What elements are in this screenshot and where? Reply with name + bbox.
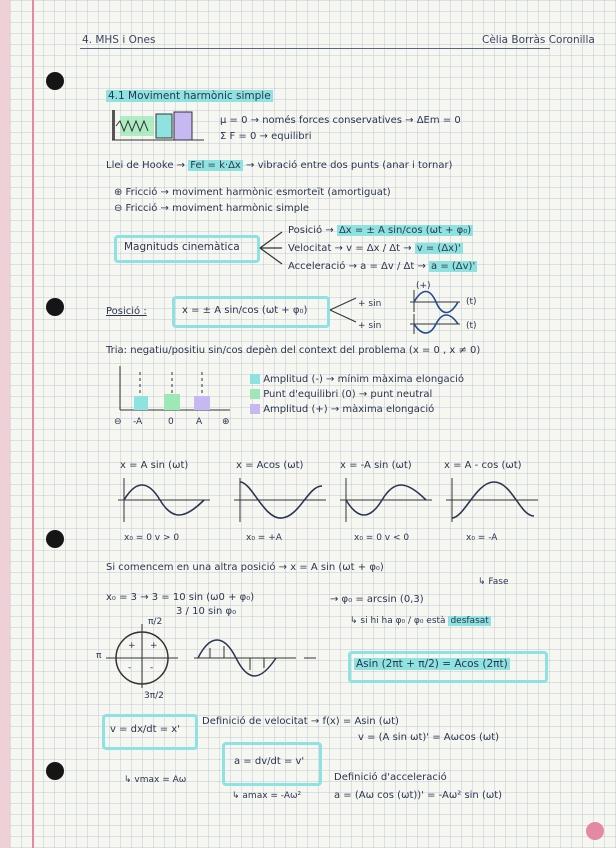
axis-end-pos: ⊕ bbox=[222, 417, 230, 427]
binder-hole bbox=[46, 530, 64, 548]
wave-caption: x₀ = 0 v > 0 bbox=[124, 533, 180, 543]
legend-swatch bbox=[250, 374, 260, 384]
section-title: 4.1 Moviment harmònic simple bbox=[108, 90, 271, 102]
corner-stamp-icon bbox=[586, 822, 604, 840]
brace bbox=[258, 228, 288, 268]
spring-block-diagram bbox=[112, 110, 207, 150]
friction-2: ⊖ Fricció → moviment harmònic simple bbox=[114, 203, 310, 214]
velocity-def: v = dx/dt = x' bbox=[110, 724, 180, 735]
friction-1: ⊕ Fricció → moviment harmònic esmorteït (amortiguat) bbox=[114, 187, 391, 198]
legend-swatch bbox=[250, 389, 260, 399]
legend-item: Punt d'equilibri (0) → punt neutral bbox=[250, 389, 432, 401]
velocity-formula: v = (A sin ωt)' = Aωcos (ωt) bbox=[358, 732, 500, 743]
phase-note: ↳ si hi ha φ₀ / φ₀ està desfasat bbox=[350, 616, 489, 626]
circle-sign: + bbox=[128, 641, 136, 651]
wave-label: x = A sin (ωt) bbox=[120, 460, 189, 471]
hooke-line: Llei de Hooke → Fel = k·Δx → vibració entre dos punts (anar i tornar) bbox=[106, 160, 453, 171]
axis-end-neg: ⊖ bbox=[114, 417, 122, 427]
wave-label: x = -A sin (ωt) bbox=[340, 460, 412, 471]
wave-label: x = A - cos (ωt) bbox=[444, 460, 522, 471]
graph-label: (t) bbox=[466, 321, 477, 331]
header-rule bbox=[80, 48, 550, 49]
condition-2: Σ F = 0 → equilibri bbox=[220, 131, 312, 142]
phase-calc-2: 3 / 10 sin φ₀ bbox=[176, 606, 237, 617]
phase-line: Si comencem en una altra posició → x = A sin (ωt + φ₀) bbox=[106, 562, 384, 573]
unit-circle-diagram bbox=[100, 620, 320, 690]
acceleration-def: a = dv/dt = v' bbox=[234, 756, 305, 767]
chapter-title: 4. MHS i Ones bbox=[82, 34, 156, 46]
circle-sign: + bbox=[150, 641, 158, 651]
acceleration-formula: a = (Aω cos (ωt))' = -Aω² sin (ωt) bbox=[334, 790, 503, 801]
wave-caption: x₀ = -A bbox=[466, 533, 498, 543]
fase-label: ↳ Fase bbox=[478, 577, 509, 587]
magnituds-label: Magnituds cinemàtica bbox=[124, 241, 240, 253]
magnitude-acceleration: Acceleració → a = Δv / Δt → a = (Δv)' bbox=[288, 261, 476, 272]
magnitude-velocity: Velocitat → v = Δx / Δt → v = (Δx)' bbox=[288, 243, 461, 254]
circle-sign: - bbox=[150, 663, 154, 673]
magnitude-position: Posició → Δx = ± A sin/cos (ωt + φ₀) bbox=[288, 225, 472, 236]
acceleration-title: Definició d'acceleració bbox=[334, 772, 447, 783]
circle-left: π bbox=[96, 651, 102, 661]
amax: ↳ amax = -Aω² bbox=[232, 791, 302, 801]
graph-label: (t) bbox=[466, 297, 477, 307]
axis-neg-a: -A bbox=[133, 417, 143, 427]
legend-item: Amplitud (-) → mínim màxima elongació bbox=[250, 374, 464, 386]
branch-sin-2: + sin bbox=[358, 321, 382, 331]
condition-1: μ = 0 → només forces conservatives → ΔEm = 0 bbox=[220, 115, 461, 126]
legend-swatch bbox=[250, 404, 260, 414]
posicio-sketches bbox=[330, 288, 470, 334]
wave-caption: x₀ = +A bbox=[246, 533, 282, 543]
binder-hole bbox=[46, 72, 64, 90]
axis-pos-a: A bbox=[196, 417, 203, 427]
identity-formula: Asin (2πt + π/2) = Acos (2πt) bbox=[356, 658, 508, 670]
posicio-formula: x = ± A sin/cos (ωt + φ₀) bbox=[182, 305, 308, 316]
posicio-label: Posició : bbox=[106, 306, 147, 317]
branch-sin-1: + sin bbox=[358, 299, 382, 309]
margin-line bbox=[32, 0, 34, 848]
binder-hole bbox=[46, 762, 64, 780]
circle-top: π/2 bbox=[148, 617, 163, 627]
circle-sign: - bbox=[128, 663, 132, 673]
circle-bottom: 3π/2 bbox=[144, 691, 164, 701]
velocity-title: Definició de velocitat → f(x) = Asin (ωt) bbox=[202, 716, 399, 727]
axis-zero: 0 bbox=[168, 417, 174, 427]
phase-calc-1: x₀ = 3 → 3 = 10 sin (ω0 + φ₀) bbox=[106, 592, 255, 603]
author-name: Cèlia Borràs Coronilla bbox=[482, 34, 595, 46]
legend-item: Amplitud (+) → màxima elongació bbox=[250, 404, 434, 416]
wave-caption: x₀ = 0 v < 0 bbox=[354, 533, 410, 543]
wave-label: x = Acos (ωt) bbox=[236, 460, 304, 471]
signs-note: Tria: negatiu/positiu sin/cos depèn del context del problema (x = 0 , x ≠ 0) bbox=[106, 345, 481, 356]
vmax: ↳ vmax = Aω bbox=[124, 775, 187, 785]
binder-hole bbox=[46, 298, 64, 316]
graph-label: (+) bbox=[416, 281, 431, 291]
wave-graphs bbox=[118, 476, 548, 524]
phase-result: → φ₀ = arcsin (0,3) bbox=[330, 594, 424, 605]
